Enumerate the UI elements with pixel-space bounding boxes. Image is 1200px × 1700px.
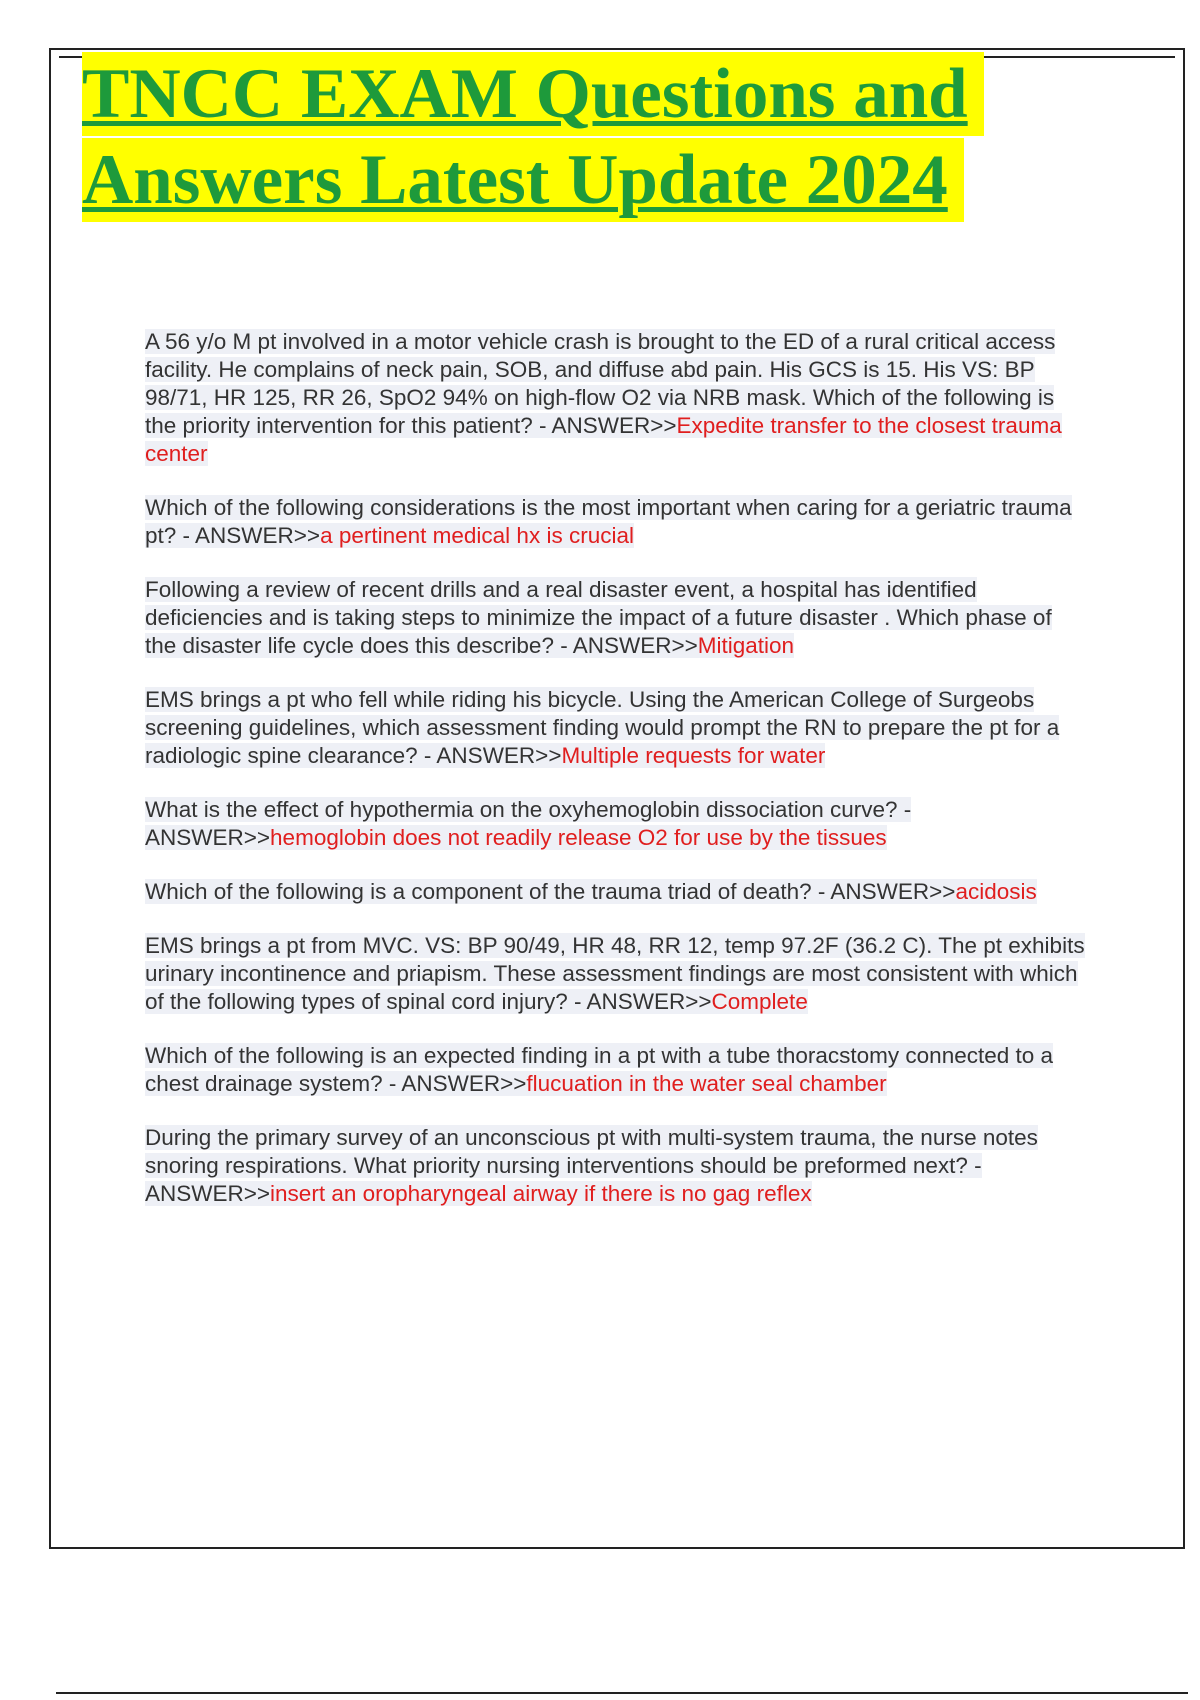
answer-text: insert an oropharyngeal airway if there is no gag reflex <box>270 1181 812 1206</box>
answer-text: a pertinent medical hx is crucial <box>320 523 634 548</box>
title-line-1: TNCC EXAM Questions and <box>82 52 984 136</box>
qa-item-9 <box>145 1124 1085 1208</box>
document-title <box>82 52 1082 224</box>
answer-prefix: - ANSWER>> <box>553 633 698 658</box>
question-text: EMS brings a pt who fell while riding his bicycle. Using the American College of Surgeobs screening guidelines, which assessment finding would prompt the RN to prepare the pt for a radiologic spine clearance? <box>145 687 1060 768</box>
qa-item-5 <box>145 796 1085 852</box>
question-text: A 56 y/o M pt involved in a motor vehicle crash is brought to the ED of a rural critical access facility. He complains of neck pain, SOB, and diffuse abd pain. His GCS is 15. His VS: BP 98/71, HR 125, RR 26, SpO2 94% on high-flow O2 via NRB mask. Which of the following is the priority intervention for this patient? <box>145 329 1056 438</box>
answer-prefix: - ANSWER>> <box>145 1153 982 1206</box>
question-text: Which of the following is an expected finding in a pt with a tube thoracstomy connected to a chest drainage system? <box>145 1043 1054 1096</box>
question-text: During the primary survey of an unconscious pt with multi-system trauma, the nurse notes snoring respirations. What priority nursing interventions should be preformed next? <box>145 1125 1038 1178</box>
answer-text: Mitigation <box>697 633 795 658</box>
qa-item-8 <box>145 1042 1085 1098</box>
answer-prefix: - ANSWER>> <box>176 523 321 548</box>
answer-text: Complete <box>711 989 808 1014</box>
answer-prefix: - ANSWER>> <box>811 879 956 904</box>
answer-text: flucuation in the water seal chamber <box>526 1071 887 1096</box>
question-text: EMS brings a pt from MVC. VS: BP 90/49, HR 48, RR 12, temp 97.2F (36.2 C). The pt exhibits urinary incontinence and priapism. These assessment findings are most consistent with which of the following types of spinal cord injury? <box>145 933 1085 1014</box>
question-text: What is the effect of hypothermia on the oxyhemoglobin dissociation curve? <box>145 797 898 822</box>
answer-text: hemoglobin does not readily release O2 for use by the tissues <box>270 825 887 850</box>
qa-item-1 <box>145 328 1085 468</box>
qa-item-4 <box>145 686 1085 770</box>
answer-prefix: - ANSWER>> <box>567 989 712 1014</box>
question-text: Which of the following is a component of the trauma triad of death? <box>145 879 812 904</box>
answer-prefix: - ANSWER>> <box>532 413 677 438</box>
answer-text: Expedite transfer to the closest trauma center <box>145 413 1062 466</box>
answer-text: Multiple requests for water <box>561 743 826 768</box>
qa-item-3 <box>145 576 1085 660</box>
footer-rule <box>56 1692 1188 1694</box>
question-text: Following a review of recent drills and a real disaster event, a hospital has identified deficiencies and is taking steps to minimize the impact of a future disaster . Which phase of the disaster life cycle does this describe? <box>145 577 1052 658</box>
qa-item-6 <box>145 878 1085 906</box>
question-text: Which of the following considerations is the most important when caring for a geriatric trauma pt? <box>145 495 1072 548</box>
title-line-2: Answers Latest Update 2024 <box>82 138 964 222</box>
answer-prefix: - ANSWER>> <box>382 1071 527 1096</box>
answer-text: acidosis <box>955 879 1037 904</box>
qa-item-2 <box>145 494 1085 550</box>
answer-prefix: - ANSWER>> <box>417 743 562 768</box>
qa-item-7 <box>145 932 1085 1016</box>
qa-list <box>145 328 1085 1234</box>
answer-prefix: - ANSWER>> <box>145 797 912 850</box>
